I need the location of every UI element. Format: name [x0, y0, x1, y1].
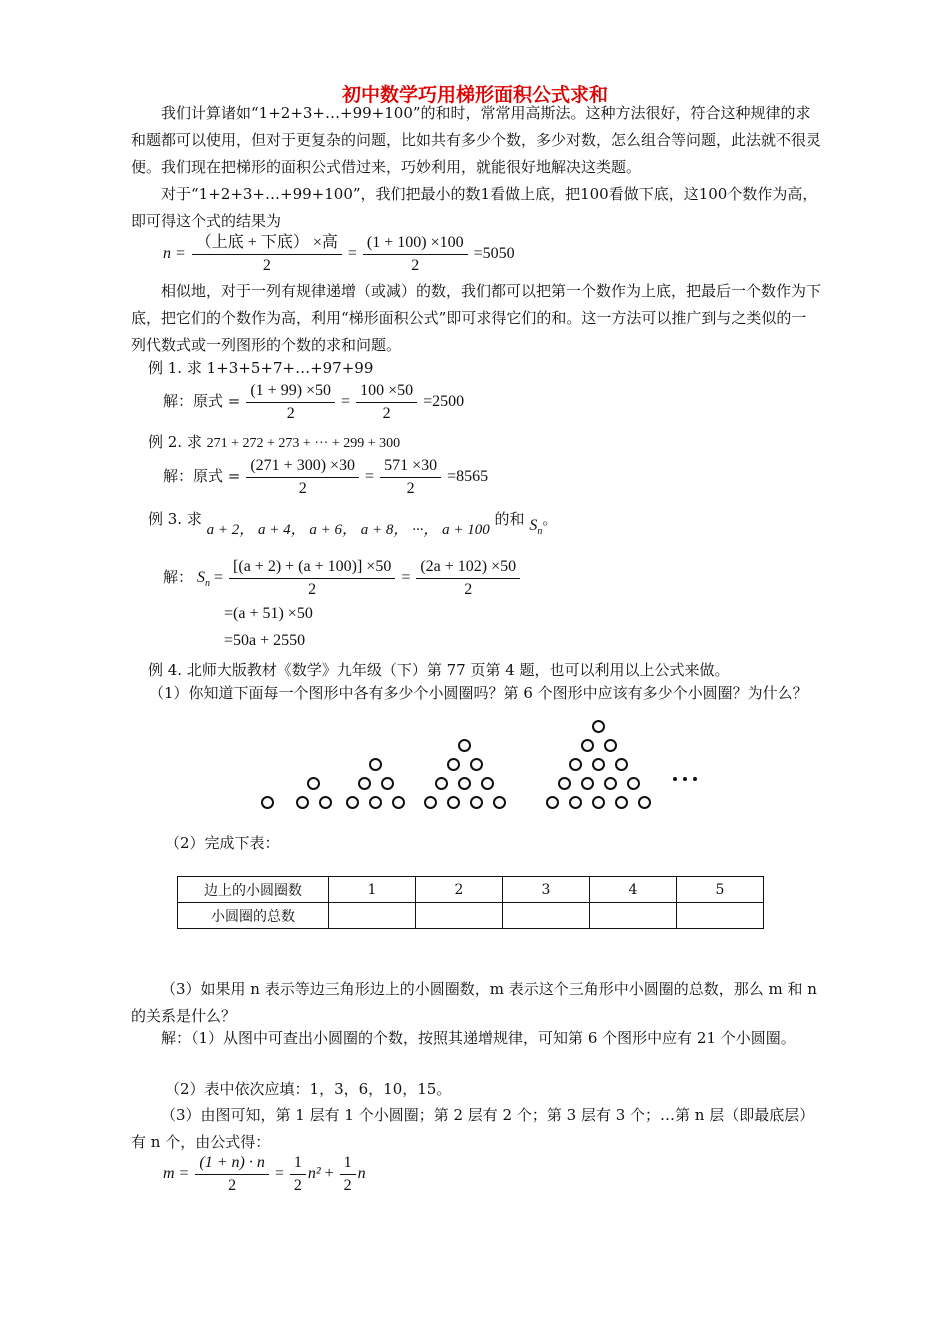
small-circle	[392, 796, 405, 809]
example-1-solution: 解：原式 = $\frac{(1 + 99) \times 50}{2}$ = $\frac{100 \times 50}{2}$ =2500	[163, 380, 464, 425]
small-circle	[604, 739, 617, 752]
formula-m: m = $\frac{(1 + n) \cdot n}{2}$ = $\frac{1}{2}$ n² + $\frac{1}{2}$ n	[163, 1152, 366, 1197]
fraction: $\frac{(271 + 300) \times 30}{2}$	[246, 455, 359, 500]
table-row: 边上的小圆圈数 1 2 3 4 5	[178, 877, 764, 903]
small-circle	[435, 777, 448, 790]
small-circle	[592, 796, 605, 809]
example-4-question-1: （1）你知道下面每一个图形中各有多少个小圆圈吗？第 6 个图形中应该有多少个小圆圈？为什么？	[149, 684, 808, 702]
fraction: $\frac{(1 + 99) \times 50}{2}$	[246, 380, 335, 425]
example-4-question-3: （3）如果用 n 表示等边三角形边上的小圆圈数，m 表示这个三角形中小圆圈的总数，那么 m 和 n 的关系是什么？	[131, 980, 817, 1025]
ellipsis-dot	[693, 777, 697, 781]
answer-3: （3）由图可知，第 1 层有 1 个小圆圈；第 2 层有 2 个；第 3 层有 3 个；…第 n 层（即最底层）有 n 个，由公式得：	[131, 1106, 815, 1151]
fraction: $\frac{(1 + 100) \times 100}{2}$	[363, 232, 468, 277]
page-title: 初中数学巧用梯形面积公式求和	[341, 84, 608, 106]
small-circle	[592, 758, 605, 771]
small-circle	[638, 796, 651, 809]
intro-paragraph-3: 相似地，对于一列有规律递增（或减）的数，我们都可以把第一个数作为上底，把最后一个数作为下底，把它们的个数作为高，利用“梯形面积公式”即可求得它们的和。这一方法可以推广到与之类似的一列代数式或一列图形的个数的求和问题。	[131, 282, 822, 354]
small-circle	[615, 796, 628, 809]
fraction: $\frac{\text{（上底 + 下底） ×高}}{2}$	[192, 232, 342, 277]
small-circle	[481, 777, 494, 790]
small-circle	[546, 796, 559, 809]
small-circle	[381, 777, 394, 790]
small-circle	[493, 796, 506, 809]
small-circle	[447, 758, 460, 771]
small-circle	[558, 777, 571, 790]
answer-2: （2）表中依次应填：1，3，6，10，15。	[165, 1080, 452, 1098]
small-circle	[615, 758, 628, 771]
fraction: $\frac{[(a + 2) + (a + 100)] \times 50}{2}$	[229, 556, 395, 601]
example-1-label: 例 1. 求 1+3+5+7+…+97+99	[148, 359, 374, 377]
small-circle	[581, 739, 594, 752]
small-circle	[369, 796, 382, 809]
small-circle	[569, 796, 582, 809]
small-circle	[307, 777, 320, 790]
example-4-label: 例 4. 北师大版教材《数学》九年级（下）第 77 页第 4 题，也可以利用以上公式来做。	[148, 661, 730, 679]
table-row: 小圆圈的总数	[178, 903, 764, 929]
answer-1: 解：（1）从图中可查出小圆圈的个数，按照其递增规律，可知第 6 个图形中应有 21 个小圆圈。	[161, 1029, 796, 1047]
small-circle	[581, 777, 594, 790]
small-circle	[569, 758, 582, 771]
small-circle	[470, 796, 483, 809]
formula-n: n = $\frac{\text{（上底 + 下底） ×高}}{2}$ = $\frac{(1 + 100) \times 100}{2}$ =5050	[163, 232, 515, 277]
small-circle	[424, 796, 437, 809]
small-circle	[470, 758, 483, 771]
fraction: $\frac{1}{2}$	[340, 1152, 356, 1197]
fraction: $\frac{1}{2}$	[290, 1152, 306, 1197]
fraction: $\frac{(1 + n) \cdot n}{2}$	[195, 1152, 268, 1197]
example-3-step-3: =50a + 2550	[224, 632, 306, 649]
intro-paragraph-2: 对于“1+2+3+…+99+100”，我们把最小的数1看做上底，把100看做下底，这100个数作为高，即可得这个式的结果为	[131, 185, 818, 230]
small-circle	[458, 777, 471, 790]
small-circle	[346, 796, 359, 809]
ellipsis-dot	[683, 777, 687, 781]
example-2-solution: 解：原式 = $\frac{(271 + 300) \times 30}{2}$ = $\frac{571 \times 30}{2}$ =8565	[163, 455, 488, 500]
fraction: $\frac{571 \times 30}{2}$	[380, 455, 441, 500]
fraction: $\frac{100 \times 50}{2}$	[356, 380, 417, 425]
fraction: $\frac{(2a + 102) \times 50}{2}$	[416, 556, 520, 601]
example-3-solution: 解： $S_n$ = $\frac{[(a + 2) + (a + 100)] \times 50}{2}$ = $\frac{(2a + 102) \times 50}{2}$	[163, 556, 522, 601]
small-circle	[319, 796, 332, 809]
example-2-label: 例 2. 求 271 + 272 + 273 + ··· + 299 + 300	[148, 433, 401, 451]
small-circle	[369, 758, 382, 771]
example-3-label: 例 3. 求 a + 2， a + 4， a + 6， a + 8， ···， a + 100 的和 $S_n$。	[148, 510, 558, 538]
intro-paragraph-1: 我们计算诸如“1+2+3+…+99+100”的和时，常常用高斯法。这种方法很好，符合这种规律的求和题都可以使用，但对于更复杂的问题，比如共有多少个数，多少对数，怎么组合等问题，此法就不很灵便。我们现在把梯形的面积公式借过来，巧妙利用，就能很好地解决这类题。	[131, 104, 822, 176]
small-circle	[592, 720, 605, 733]
small-circle	[627, 777, 640, 790]
small-circle	[604, 777, 617, 790]
small-circle	[358, 777, 371, 790]
small-circle	[458, 739, 471, 752]
circle-count-table	[177, 876, 764, 929]
small-circle	[296, 796, 309, 809]
small-circle	[261, 796, 274, 809]
ellipsis-dot	[673, 777, 677, 781]
example-4-question-2: （2）完成下表：	[165, 834, 280, 852]
example-3-step-2: =(a + 51) ×50	[224, 605, 313, 622]
small-circle	[447, 796, 460, 809]
